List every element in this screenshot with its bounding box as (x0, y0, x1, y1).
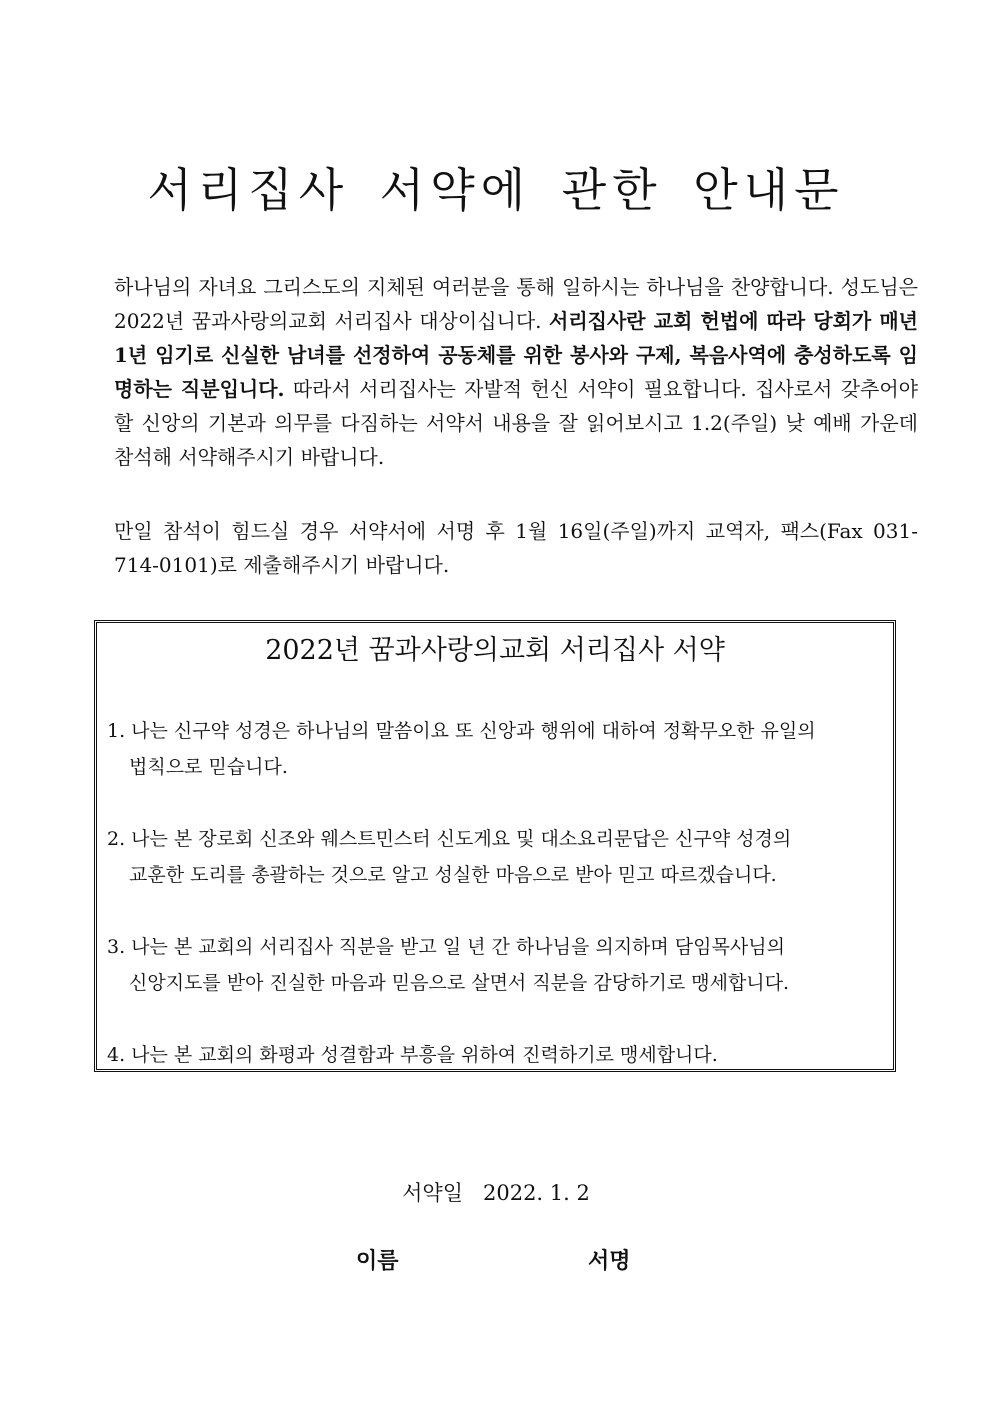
document-title: 서리집사 서약에 관한 안내문 (147, 163, 845, 217)
pledge-date (0, 1176, 992, 1210)
pledge-item-1 (107, 713, 883, 785)
pledge-item-continuation: 법칙으로 믿습니다. (129, 756, 288, 778)
pledge-item-line: 2. 나는 본 장로회 신조와 웨스트민스터 신도게요 및 대소요리문답은 신구약 성경의 (107, 828, 792, 850)
signature-label: 서명 (588, 1248, 631, 1274)
pledge-item-line: 1. 나는 신구약 성경은 하나님의 말씀이요 또 신앙과 행위에 대하여 정확무오한 유일의 (107, 720, 816, 742)
date-label: 서약일 (402, 1181, 463, 1205)
pledge-item-line: 3. 나는 본 교회의 서리집사 직분을 받고 일 년 간 하나님을 의지하며 담임목사님의 (107, 936, 785, 958)
date-value: 2022. 1. 2 (482, 1181, 590, 1205)
pledge-item-3 (107, 929, 883, 1001)
pledge-item-continuation: 교훈한 도리를 총괄하는 것으로 알고 성실한 마음으로 받아 믿고 따르겠습니다. (129, 864, 777, 886)
intro-text-bold: 서리집사란 교회 헌법에 따라 당회가 매년 1년 임기로 신실한 남녀를 선정하여 공동체를 위한 봉사와 구제, 복음사역에 충성하도록 임명하는 직분입니다. (114, 309, 918, 401)
pledge-item-2 (107, 821, 883, 893)
intro-text-2: 따라서 서리집사는 자발적 헌신 서약이 필요합니다. 집사로서 갖추어야할 신앙의 기본과 의무를 다짐하는 서약서 내용을 잘 읽어보시고 1.2(주일) 낮 예배 가운데 참석해 서약해주시기 바랍니다. (114, 377, 918, 469)
pledge-title: 2022년 꿈과사랑의교회 서리집사 서약 (265, 635, 725, 666)
pledge-list (107, 713, 883, 1109)
pledge-box (94, 620, 896, 1072)
pledge-item-line: 4. 나는 본 교회의 화평과 성결함과 부흥을 위하여 진력하기로 맹세합니다. (107, 1044, 718, 1066)
pledge-item-4 (107, 1037, 883, 1073)
intro-text-1: 하나님의 자녀요 그리스도의 지체된 여러분을 통해 일하시는 하나님을 찬양합니다. 성도님은 2022년 꿈과사랑의교회 서리집사 대상이십니다. (114, 275, 918, 333)
pledge-item-continuation: 신앙지도를 받아 진실한 마음과 믿음으로 살면서 직분을 감당하기로 맹세합니다. (129, 972, 790, 994)
name-label: 이름 (356, 1248, 399, 1274)
intro-paragraph (94, 270, 918, 474)
submission-note: 만일 참석이 힘드실 경우 서약서에 서명 후 1월 16일(주일)까지 교역자, 팩스(Fax 031-714-0101)로 제출해주시기 바랍니다. (114, 519, 918, 577)
